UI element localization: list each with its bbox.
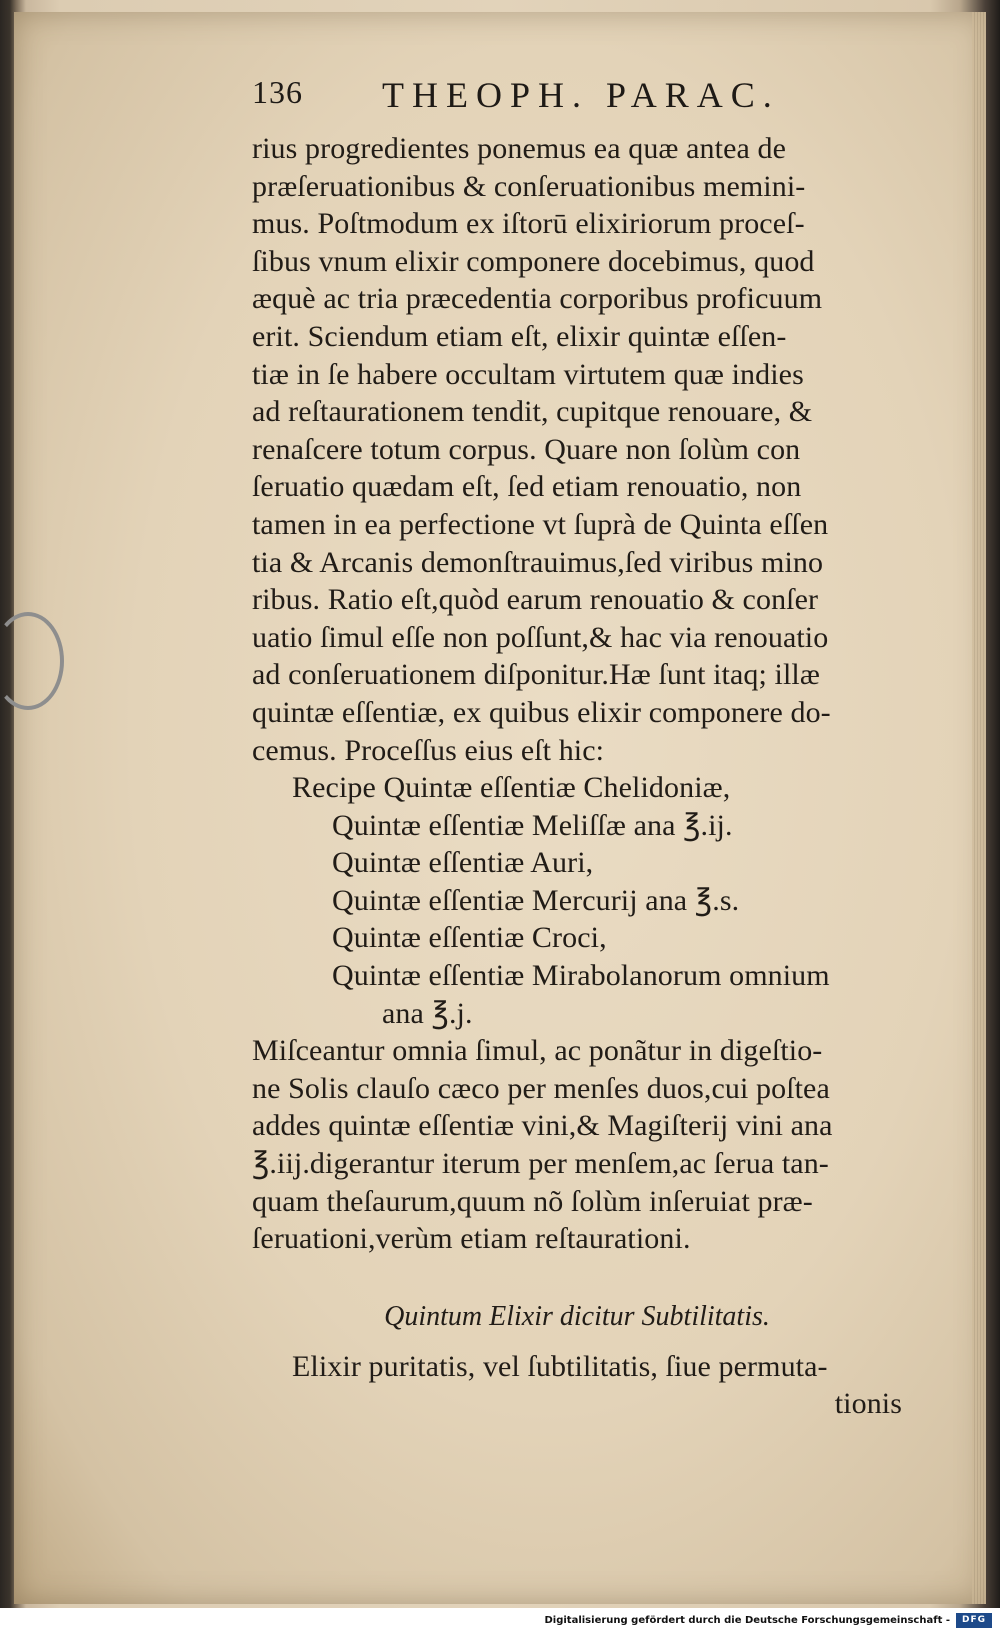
section-heading: Quintum Elixir dicitur Subtilitatis. xyxy=(384,1300,770,1332)
text-line: erit. Sciendum etiam eſt, elixir quintæ eſſen- xyxy=(252,319,787,353)
text-line: præſeruationibus & conſeruationibus memini- xyxy=(252,169,806,203)
text-line: Miſceantur omnia ſimul, ac ponãtur in digeſtio- xyxy=(252,1034,823,1068)
page-edges xyxy=(972,12,986,1604)
recipe-line: Quintæ eſſentiæ Croci, xyxy=(332,921,607,955)
text-line: tiæ in ſe habere occultam virtutem quæ indies xyxy=(252,357,804,391)
text-block xyxy=(252,130,932,1423)
running-head: THEOPH. PARAC. xyxy=(382,75,780,115)
text-line: addes quintæ eſſentiæ vini,& Magiſterij vini ana xyxy=(252,1109,833,1143)
page-number: 136 xyxy=(252,74,303,110)
recipe-line: Quintæ eſſentiæ Auri, xyxy=(332,846,594,880)
text-line: uatio ſimul eſſe non poſſunt,& hac via renouatio xyxy=(252,620,829,654)
footer-bar xyxy=(0,1608,1000,1635)
paragraph-3 xyxy=(252,1348,932,1423)
paragraph-2 xyxy=(252,1032,932,1258)
catchword: tionis xyxy=(834,1387,902,1421)
dfg-logo: DFG xyxy=(956,1613,992,1628)
text-line: ſeruatio quædam eſt, ſed etiam renouatio, non xyxy=(252,470,802,504)
text-line: ad reſtaurationem tendit, cupitque renouare, & xyxy=(252,395,813,429)
text-line: æquè ac tria præcedentia corporibus proficuum xyxy=(252,282,823,316)
text-line: tia & Arcanis demonſtrauimus,ſed viribus mino xyxy=(252,545,824,579)
text-line: rius progredientes ponemus ea quæ antea de xyxy=(252,132,787,165)
text-line: renaſcere totum corpus. Quare non ſolùm con xyxy=(252,432,801,466)
text-line: Elixir puritatis, vel ſubtilitatis, ſiue permuta- xyxy=(292,1349,828,1383)
clip-ring xyxy=(0,612,64,710)
recipe-line: Quintæ eſſentiæ Mercurij ana ℥.s. xyxy=(332,883,740,917)
text-line: ſibus vnum elixir componere docebimus, quod xyxy=(252,244,815,278)
recipe-line: Quintæ eſſentiæ Mirabolanorum omnium xyxy=(332,959,830,993)
recipe-line: Quintæ eſſentiæ Meliſſæ ana ℥.ij. xyxy=(332,808,733,842)
text-line: ℥.iij.digerantur iterum per menſem,ac ſerua tan- xyxy=(252,1147,829,1181)
text-line: ſeruationi,verùm etiam reſtaurationi. xyxy=(252,1222,691,1256)
paragraph-1 xyxy=(252,130,932,769)
page-header xyxy=(252,74,832,124)
recipe-list xyxy=(252,769,932,1032)
text-line: quam theſaurum,quum nõ ſolùm inſeruiat præ- xyxy=(252,1184,813,1218)
text-line: ribus. Ratio eſt,quòd earum renouatio & conſer xyxy=(252,583,819,617)
recipe-line: ana ℥.j. xyxy=(382,996,473,1030)
funding-credit: Digitalisierung gefördert durch die Deutsche Forschungsgemeinschaft - xyxy=(544,1615,950,1626)
text-line: mus. Poſtmodum ex iſtorū elixiriorum proceſ- xyxy=(252,207,805,241)
text-line: ad conſeruationem diſponitur.Hæ ſunt itaq; illæ xyxy=(252,658,820,692)
text-line: tamen in ea perfectione vt ſuprà de Quinta eſſen xyxy=(252,507,829,541)
text-line: cemus. Proceſſus eius eſt hic: xyxy=(252,733,605,767)
text-line: quintæ eſſentiæ, ex quibus elixir componere do- xyxy=(252,695,831,729)
text-line: ne Solis clauſo cæco per menſes duos,cui poſtea xyxy=(252,1071,830,1105)
recipe-line: Recipe Quintæ eſſentiæ Chelidoniæ, xyxy=(292,771,731,805)
